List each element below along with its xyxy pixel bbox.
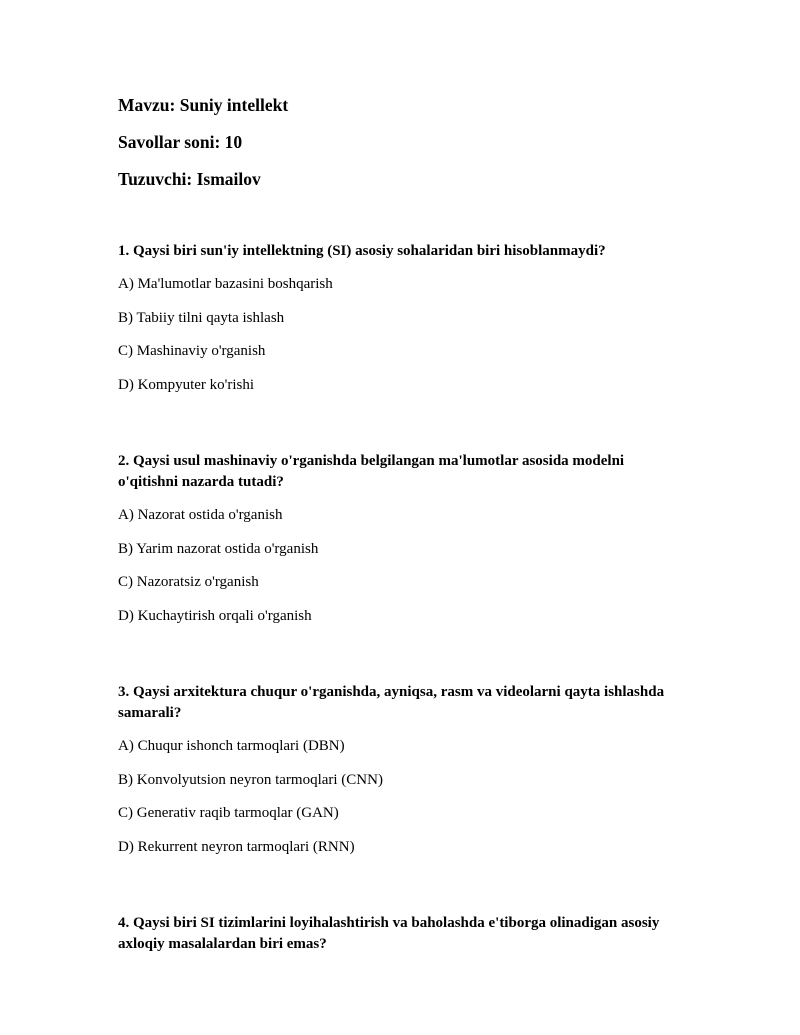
option-a: A) Ma'lumotlar bazasini boshqarish: [118, 276, 333, 292]
option-d: D) Kompyuter ko'rishi: [118, 376, 255, 393]
topic-heading: Mavzu: Suniy intellekt: [118, 95, 289, 115]
spacer: [118, 870, 678, 913]
option-a: A) Chuqur ishonch tarmoqlari (DBN): [118, 738, 345, 754]
spacer: [118, 639, 678, 682]
option-c: C) Generativ raqib tarmoqlar (GAN): [118, 805, 339, 821]
option-b: B) Yarim nazorat ostida o'rganish: [118, 540, 319, 557]
option-b: B) Tabiiy tilni qayta ishlash: [118, 309, 285, 326]
option-a: A) Nazorat ostida o'rganish: [118, 507, 283, 523]
question-3: [118, 682, 678, 858]
question-1: [118, 241, 678, 396]
document-page: [118, 92, 678, 967]
option-c: C) Mashinaviy o'rganish: [118, 343, 266, 359]
option-b: B) Konvolyutsion neyron tarmoqlari (CNN): [118, 771, 383, 788]
question-2: [118, 451, 678, 627]
question-4: [118, 913, 678, 955]
question-text: 2. Qaysi usul mashinaviy o'rganishda belgilangan ma'lumotlar asosida modelni o'qitishni nazarda tutadi?: [118, 453, 625, 490]
question-text: 1. Qaysi biri sun'iy intellektning (SI) asosiy sohalaridan biri hisoblanmaydi?: [118, 243, 606, 259]
option-c: C) Nazoratsiz o'rganish: [118, 574, 259, 590]
spacer: [118, 408, 678, 451]
question-count-heading: Savollar soni: 10: [118, 132, 243, 152]
question-text: 3. Qaysi arxitektura chuqur o'rganishda, ayniqsa, rasm va videolarni qayta ishlashda samarali?: [118, 684, 665, 721]
option-d: D) Kuchaytirish orqali o'rganish: [118, 607, 312, 624]
option-d: D) Rekurrent neyron tarmoqlari (RNN): [118, 838, 355, 855]
question-text: 4. Qaysi biri SI tizimlarini loyihalashtirish va baholashda e'tiborga olinadigan asosiy axloqiy masalalardan biri emas?: [118, 915, 660, 952]
author-heading: Tuzuvchi: Ismailov: [118, 169, 261, 189]
